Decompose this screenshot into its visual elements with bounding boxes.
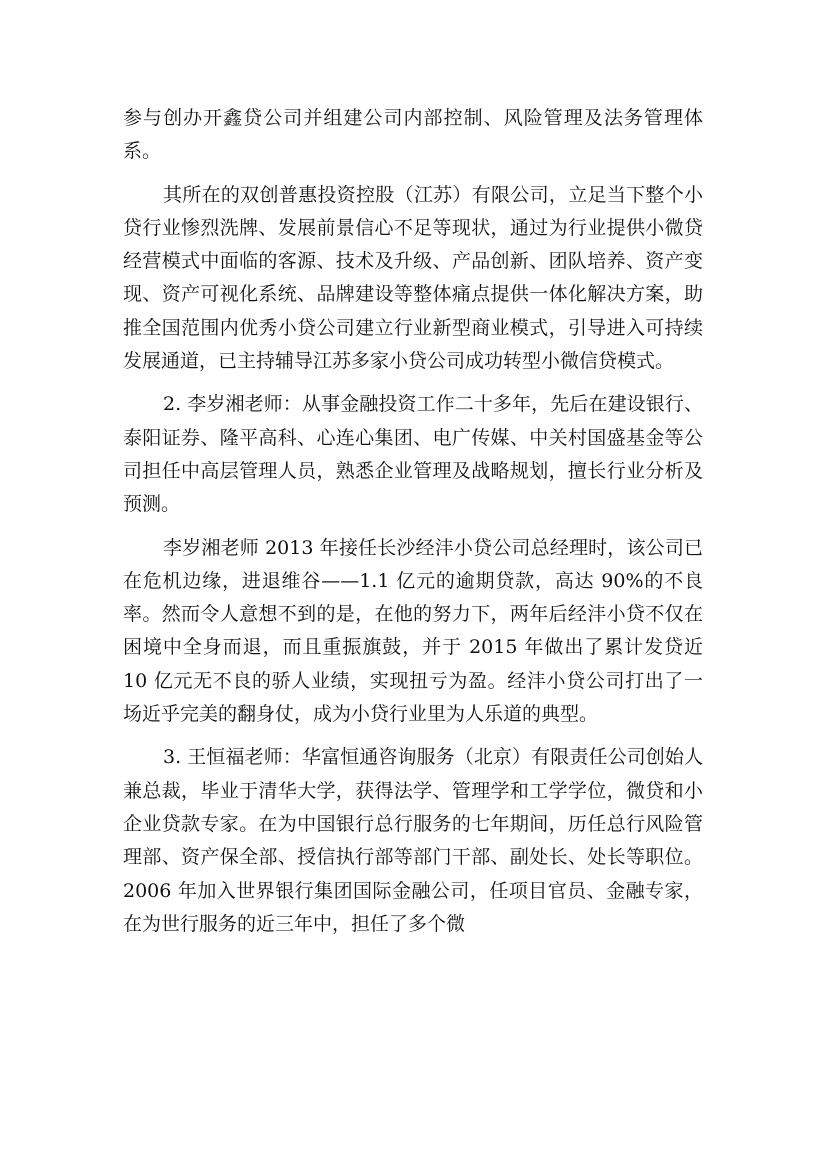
document-body (123, 102, 703, 951)
paragraph-teacher-li-achievement: 李岁湘老师 2013 年接任长沙经沣小贷公司总经理时，该公司已在危机边缘，进退维谷——1.1 亿元的逾期贷款，高达 90%的不良率。然而令人意想不到的是，在他的努力下，两年后经沣小贷不仅在困境中全身而退，而且重振旗鼓，并于 2015 年做出了累计发贷近 10 亿元无不良的骄人业绩，实现扭亏为盈。经沣小贷公司打出了一场近乎完美的翻身仗，成为小贷行业里为人乐道的典型。 (123, 536, 703, 726)
paragraph-teacher-wang-bio: 3. 王恒福老师：华富恒通咨询服务（北京）有限责任公司创始人兼总裁，毕业于清华大学，获得法学、管理学和工学学位，微贷和小企业贷款专家。在为中国银行总行服务的七年期间，历任总行风险管理部、资产保全部、授信执行部等部门干部、副处长、处长等职位。2006 年加入世界银行集团国际金融公司，任项目官员、金融专家，在为世行服务的近三年中，担任了多个微 (123, 746, 703, 935)
paragraph-teacher-li-bio: 2. 李岁湘老师：从事金融投资工作二十多年，先后在建设银行、泰阳证券、隆平高科、心连心集团、电广传媒、中关村国盛基金等公司担任中高层管理人员，熟悉企业管理及战略规划，擅长行业分析及预测。 (123, 393, 703, 516)
paragraph-company-intro: 其所在的双创普惠投资控股（江苏）有限公司，立足当下整个小贷行业惨烈洗牌、发展前景信心不足等现状，通过为行业提供小微贷经营模式中面临的客源、技术及升级、产品创新、团队培养、资产变现、资产可视化系统、品牌建设等整体痛点提供一体化解决方案，助推全国范围内优秀小贷公司建立行业新型商业模式，引导进入可持续发展通道，已主持辅导江苏多家小贷公司成功转型小微信贷模式。 (123, 183, 703, 373)
paragraph-continuation: 参与创办开鑫贷公司并组建公司内部控制、风险管理及法务管理体系。 (123, 107, 703, 163)
